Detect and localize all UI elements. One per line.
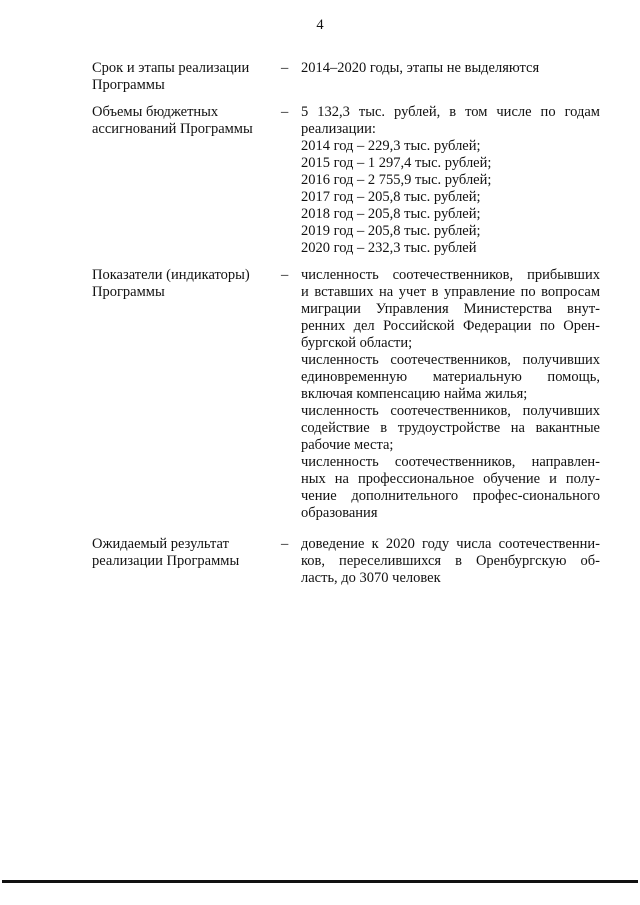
value-line: включая компенсацию найма жилья;: [301, 386, 528, 402]
label-line: Срок и этапы реализации: [92, 60, 250, 76]
value-line: ных на профессиональное обучение и полу-: [301, 471, 600, 487]
value-line: рабочие места;: [301, 437, 394, 453]
row-label: [92, 267, 272, 301]
value-line: 2017 год – 205,8 тыс. рублей;: [301, 189, 481, 205]
label-line: ассигнований Программы: [92, 121, 253, 137]
row-value: [301, 60, 600, 77]
dash-separator: –: [281, 60, 289, 76]
label-line: Показатели (индикаторы): [92, 267, 250, 283]
value-line: ренних дел Российской Федерации по Орен-: [301, 318, 600, 334]
label-line: Программы: [92, 77, 165, 93]
value-line: численность соотечественников, получивших: [301, 403, 600, 419]
row-value: [301, 104, 600, 257]
row-label: [92, 536, 272, 570]
value-line: ков, переселившихся в Оренбургскую об-: [301, 553, 600, 569]
dash-separator: –: [281, 536, 289, 552]
value-line: 2016 год – 2 755,9 тыс. рублей;: [301, 172, 492, 188]
value-line: доведение к 2020 году числа соотечественни-: [301, 536, 600, 552]
row-value: [301, 267, 600, 522]
value-line: бургской области;: [301, 335, 413, 351]
dash-separator: –: [281, 267, 289, 283]
value-line: 5 132,3 тыс. рублей, в том числе по годам: [301, 104, 600, 120]
label-line: Объемы бюджетных: [92, 104, 219, 120]
value-line: 2018 год – 205,8 тыс. рублей;: [301, 206, 481, 222]
label-line: реализации Программы: [92, 553, 240, 569]
value-line: и вставших на учет в управление по вопросам: [301, 284, 600, 300]
label-line: Ожидаемый результат: [92, 536, 229, 552]
row-label: [92, 104, 272, 138]
value-line: 2014–2020 годы, этапы не выделяются: [301, 60, 540, 76]
value-line: ласть, до 3070 человек: [301, 570, 441, 586]
value-line: образования: [301, 505, 378, 521]
value-line: 2020 год – 232,3 тыс. рублей: [301, 240, 477, 256]
value-line: 2015 год – 1 297,4 тыс. рублей;: [301, 155, 492, 171]
page-number: 4: [316, 17, 324, 33]
row-value: [301, 536, 600, 587]
bottom-rule: [2, 880, 638, 883]
row-label: [92, 60, 272, 94]
value-line: численность соотечественников, направлен-: [301, 454, 600, 470]
value-line: численность соотечественников, прибывших: [301, 267, 600, 283]
value-line: 2014 год – 229,3 тыс. рублей;: [301, 138, 481, 154]
value-line: миграции Управления Министерства внут-: [301, 301, 600, 317]
value-line: численность соотечественников, получивших: [301, 352, 600, 368]
value-line: реализации:: [301, 121, 376, 137]
value-line: 2019 год – 205,8 тыс. рублей;: [301, 223, 481, 239]
label-line: Программы: [92, 284, 165, 300]
value-line: единовременную материальную помощь,: [301, 369, 600, 385]
value-line: содействие в трудоустройстве на вакантные: [301, 420, 600, 436]
value-line: чение дополнительного профес-сионального: [301, 488, 600, 504]
dash-separator: –: [281, 104, 289, 120]
